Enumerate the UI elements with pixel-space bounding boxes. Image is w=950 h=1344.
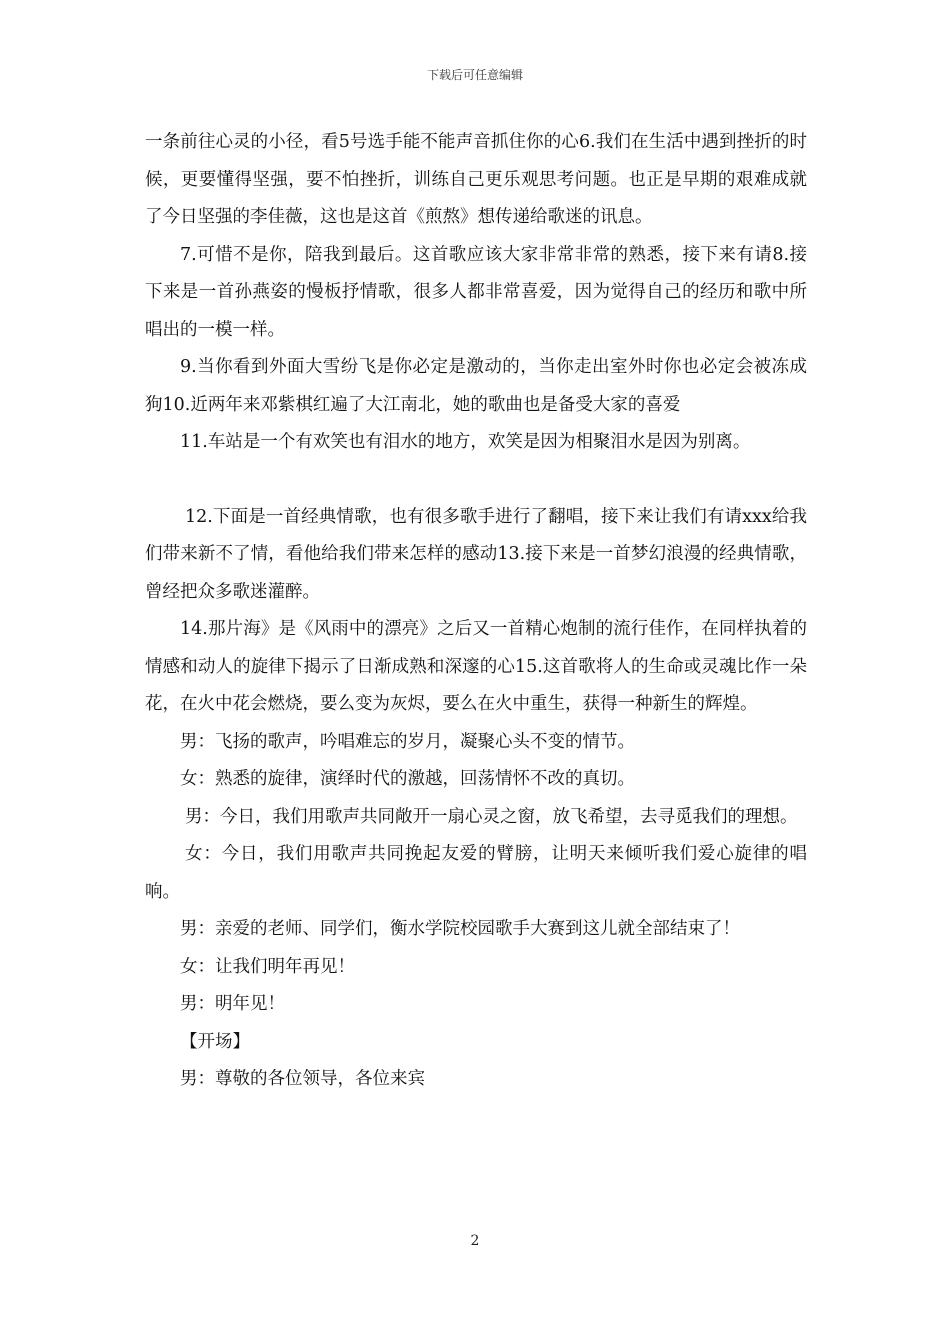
dialogue-line-5: 男：亲爱的老师、同学们，衡水学院校园歌手大赛到这儿就全部结束了！ [180, 919, 740, 939]
dialogue-line-1: 男：飞扬的歌声，吟唱难忘的岁月，凝聚心头不变的情节。 [180, 731, 635, 752]
dialogue-line-7: 男：明年见！ [180, 994, 285, 1014]
page-header: 下载后可任意编辑 [426, 68, 523, 82]
document-body [145, 124, 807, 1099]
blank-line [145, 462, 807, 499]
dialogue-line-2: 女：熟悉的旋律，演绎时代的激越，回荡情怀不改的真切。 [180, 769, 635, 789]
section-heading: 【开场】 [180, 1031, 250, 1052]
dialogue-line-6: 女：让我们明年再见！ [180, 956, 355, 977]
paragraph-1: 一条前往心灵的小径，看5号选手能不能声音抓住你的心6.我们在生活中遇到挫折的时候，更要懂得坚强，要不怕挫折，训练自己更乐观思考问题。也正是早期的艰难成就了今日坚强的李佳薇，这也是这首《煎熬》想传递给歌迷的讯息。 [145, 132, 807, 227]
paragraph-6: 14.那片海》是《风雨中的漂亮》之后又一首精心炮制的流行佳作，在同样执着的情感和动人的旋律下揭示了日渐成熟和深邃的心15.这首歌将人的生命或灵魂比作一朵花，在火中花会燃烧，要么变为灰烬，要么在火中重生，获得一种新生的辉煌。 [145, 619, 807, 714]
paragraph-2: 7.可惜不是你，陪我到最后。这首歌应该大家非常非常的熟悉，接下来有请8.接下来是一首孙燕姿的慢板抒情歌，很多人都非常喜爱，因为觉得自己的经历和歌中所唱出的一模一样。 [145, 244, 807, 340]
paragraph-4: 11.车站是一个有欢笑也有泪水的地方，欢笑是因为相聚泪水是因为别离。 [180, 432, 751, 452]
dialogue-line-3: 男：今日，我们用歌声共同敞开一扇心灵之窗，放飞希望，去寻觅我们的理想。 [185, 806, 798, 827]
paragraph-5: 12.下面是一首经典情歌，也有很多歌手进行了翻唱，接下来让我们有请xxx给我们带来新不了情，看他给我们带来怎样的感动13.接下来是一首梦幻浪漫的经典情歌，曾经把众多歌迷灌醉。 [145, 506, 807, 602]
page-number: 2 [470, 1233, 480, 1249]
paragraph-3: 9.当你看到外面大雪纷飞是你必定是激动的，当你走出室外时你也必定会被冻成狗10.近两年来邓紫棋红遍了大江南北，她的歌曲也是备受大家的喜爱 [145, 357, 807, 415]
dialogue-line-4: 女：今日，我们用歌声共同挽起友爱的臂膀，让明天来倾听我们爱心旋律的唱响。 [145, 844, 807, 902]
dialogue-line-8: 男：尊敬的各位领导，各位来宾 [180, 1069, 425, 1089]
